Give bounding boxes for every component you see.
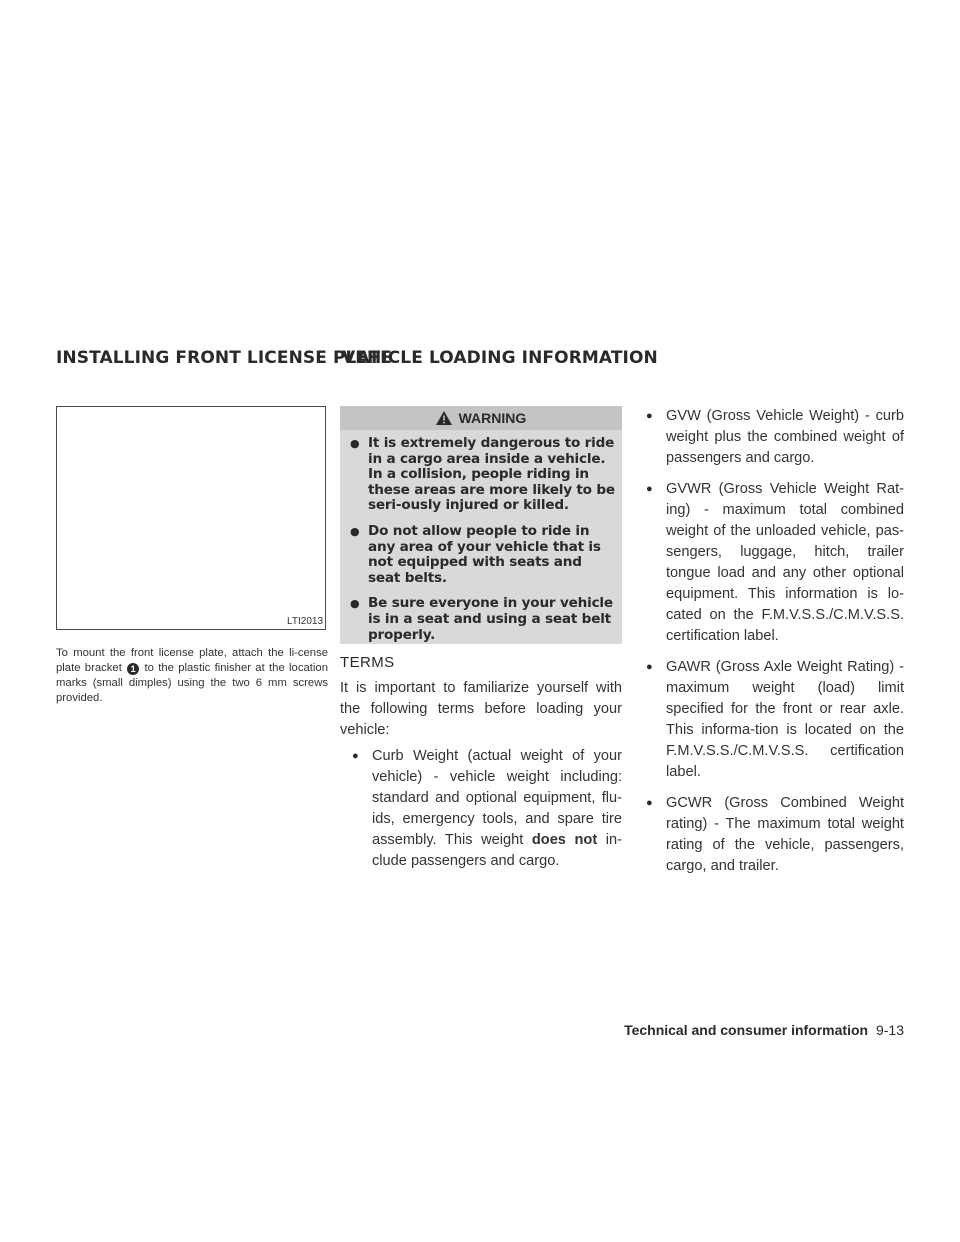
term-item-gawr: ● GAWR (Gross Axle Weight Rating) - maximum weight (load) limit specified for the front or rear axle. This informa-tion is located on the F.M.V.S.S./C.M.V.S.S. certification label. xyxy=(646,657,904,783)
warning-item: ● Do not allow people to ride in any area of your vehicle that is not equipped with seats and seat belts. xyxy=(350,524,618,586)
warning-title: WARNING xyxy=(458,410,527,426)
curb-weight-text-1: Curb Weight (actual weight of your vehicle) - vehicle weight including: standard and optional equipment, flu-ids, emergency tools, and spare tire assembly. This weight xyxy=(372,748,622,848)
warning-item: ● Be sure everyone in your vehicle is in a seat and using a seat belt properly. xyxy=(350,596,618,643)
terms-intro: It is important to familiarize yourself with the following terms before loading your vehicle: xyxy=(340,680,622,738)
caption-text-2: to the plastic finisher at the location marks (small dimples) using the two 6 mm screws provided. xyxy=(56,662,328,704)
page-footer xyxy=(624,1022,904,1038)
footer-title: Technical and consumer information xyxy=(624,1022,869,1038)
section-title-vehicle-loading: VEHICLE LOADING INFORMATION xyxy=(342,348,658,368)
terms-list-right xyxy=(646,406,904,887)
warning-list xyxy=(350,436,618,653)
caption-text-1: To mount the front license plate, attach the li-cense plate bracket xyxy=(56,647,328,674)
term-item-gcwr: ● GCWR (Gross Combined Weight rating) - The maximum total weight rating of the vehicle, passengers, cargo, and trailer. xyxy=(646,793,904,877)
warning-triangle-icon xyxy=(436,411,452,425)
warning-header xyxy=(340,406,622,430)
warning-item: ● It is extremely dangerous to ride in a cargo area inside a vehicle. In a collision, people riding in these areas are more likely to be seri-ously injured or killed. xyxy=(350,436,618,514)
page-number: 9-13 xyxy=(875,1022,904,1038)
callout-number-icon: 1 xyxy=(127,663,139,675)
term-item-gvwr: ● GVWR (Gross Vehicle Weight Rat-ing) - maximum total combined weight of the unloaded vehicle, pas-sengers, luggage, hitch, trailer tongue load and any other optional equipment. This information is lo-cated on the F.M.V.S.S./C.M.V.S.S. certification label. xyxy=(646,479,904,647)
curb-weight-emphasis: does not xyxy=(531,832,598,848)
term-item-gvw: ● GVW (Gross Vehicle Weight) - curb weight plus the combined weight of passengers and cargo. xyxy=(646,406,904,469)
license-plate-figure xyxy=(56,406,326,630)
section-title-license-plate: INSTALLING FRONT LICENSE PLATE xyxy=(56,348,392,368)
terms-heading: TERMS xyxy=(340,654,395,671)
terms-list-left xyxy=(352,746,622,882)
figure-caption xyxy=(56,646,328,706)
term-item-curb-weight xyxy=(352,746,622,872)
curb-weight-text-2: in-clude passengers and cargo. xyxy=(372,832,623,869)
figure-code: LTI2013 xyxy=(287,616,323,627)
